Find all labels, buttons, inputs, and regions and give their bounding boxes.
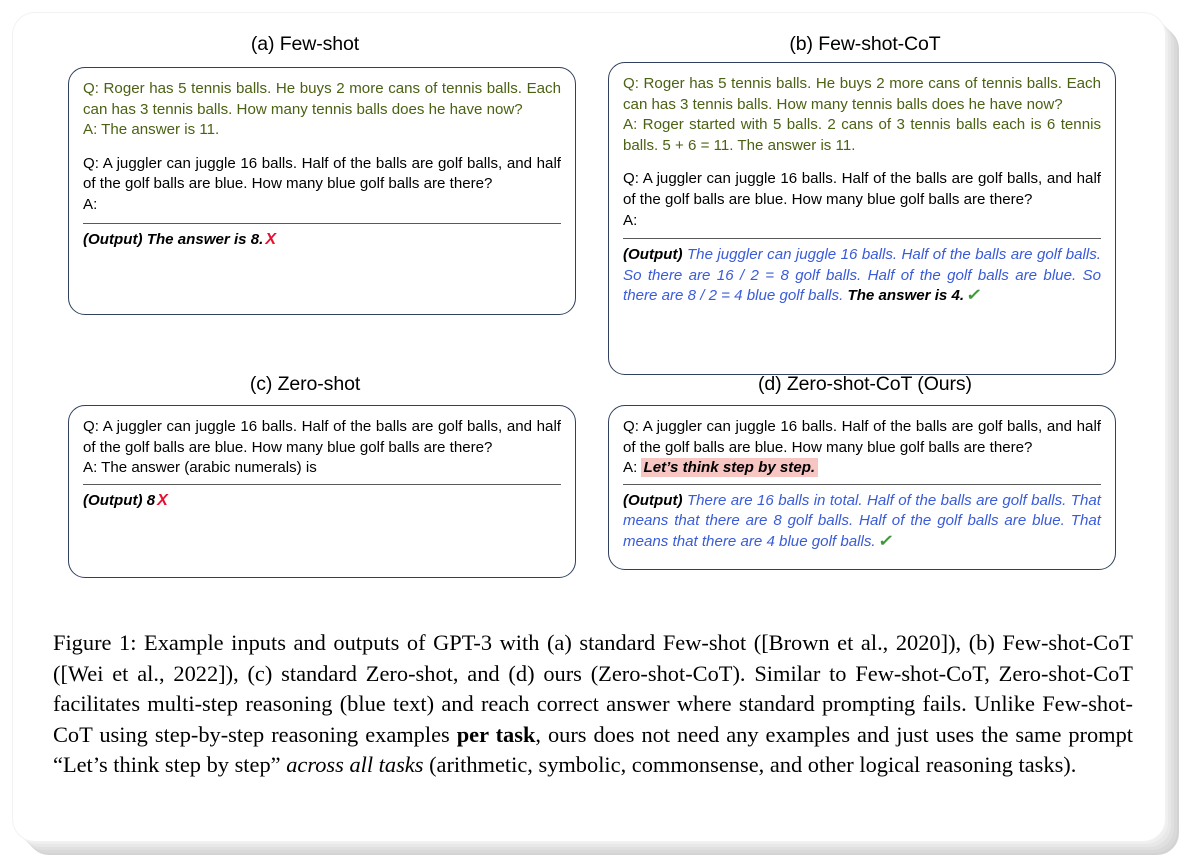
output-label: (Output) bbox=[83, 230, 143, 248]
zero-shot-answer-prefix: A: The answer (arabic numerals) is bbox=[83, 459, 317, 477]
trigger-prompt-highlight: Let’s think step by step. bbox=[641, 458, 818, 477]
zero-shot-output-line bbox=[83, 491, 561, 512]
caption-label: Figure 1: bbox=[53, 630, 137, 655]
output-label: (Output) bbox=[83, 491, 143, 509]
caption-bold-per-task: per task bbox=[456, 721, 536, 747]
output-text: 8 bbox=[146, 491, 156, 509]
figure-panels bbox=[35, 33, 1148, 603]
panel-title-zero-shot-cot: (d) Zero-shot-CoT (Ours) bbox=[758, 373, 972, 395]
answer-prefix: A: bbox=[623, 459, 638, 477]
panel-zero-shot bbox=[68, 405, 576, 578]
caption-segment-2: , ours does not need any examples and just uses the same prompt “Let’s think step by step” bbox=[53, 721, 1134, 777]
caption-italic-across-all-tasks: across all tasks bbox=[286, 752, 424, 777]
caption-segment-1: Example inputs and outputs of GPT-3 with (a) standard Few-shot ([Brown et al., 2020]), (b) Few-shot-CoT ([Wei et al., 2022]), (c) standard Zero-shot, and (d) ours (Zero-shot-CoT). Similar to Few-shot-CoT, Zero-shot-CoT facilitates multi-step reasoning (blue text) and reach correct answer where standard prompting fails. Unlike Few-shot-CoT using step-by-step reasoning examples bbox=[53, 630, 1133, 747]
incorrect-mark-icon: X bbox=[157, 491, 168, 509]
output-reasoning-text: The juggler can juggle 16 balls. Half of the balls are golf balls. So there are 16 / 2 = 8 golf balls. Half of the golf balls are blue. So there are 8 / 2 = 4 blue golf balls. bbox=[623, 246, 1101, 305]
correct-mark-icon: ✓ bbox=[965, 287, 984, 305]
panel-few-shot-cot bbox=[608, 62, 1116, 375]
correct-mark-icon: ✓ bbox=[876, 532, 895, 550]
prompt-output-divider bbox=[623, 238, 1101, 239]
zero-shot-cot-answer-line bbox=[623, 458, 1101, 479]
output-answer-text: The answer is 4. bbox=[847, 287, 965, 305]
prompt-output-divider bbox=[83, 223, 561, 224]
panel-few-shot bbox=[68, 67, 576, 315]
output-label: (Output) bbox=[623, 246, 683, 264]
few-shot-output-line bbox=[83, 230, 561, 251]
few-shot-example-answer: A: The answer is 11. bbox=[83, 121, 220, 139]
panel-title-zero-shot: (c) Zero-shot bbox=[249, 373, 361, 395]
few-shot-cot-output-line bbox=[623, 245, 1101, 307]
few-shot-target-answer-prefix: A: bbox=[83, 195, 98, 213]
prompt-output-divider bbox=[623, 484, 1101, 485]
few-shot-cot-example-question: Q: Roger has 5 tennis balls. He buys 2 more cans of tennis balls. Each can has 3 tennis balls. How many tennis balls does he have now? bbox=[623, 75, 1101, 113]
zero-shot-cot-question: Q: A juggler can juggle 16 balls. Half of the balls are golf balls, and half of the golf balls are blue. How many blue golf balls are there? bbox=[623, 418, 1101, 456]
zero-shot-question: Q: A juggler can juggle 16 balls. Half of the balls are golf balls, and half of the golf balls are blue. How many blue golf balls are there? bbox=[83, 418, 561, 456]
few-shot-cot-target-answer-prefix: A: bbox=[623, 211, 638, 229]
paper-sheet bbox=[35, 33, 1148, 815]
figure-caption bbox=[53, 628, 1133, 781]
incorrect-mark-icon: X bbox=[265, 230, 276, 248]
few-shot-example-question: Q: Roger has 5 tennis balls. He buys 2 more cans of tennis balls. Each can has 3 tennis balls. How many tennis balls does he have now? bbox=[83, 80, 561, 118]
output-reasoning-text: There are 16 balls in total. Half of the balls are golf balls. That means that there are 8 golf balls. Half of the golf balls are blue. That means that there are 4 blue golf balls. bbox=[623, 491, 1101, 550]
output-text: The answer is 8. bbox=[146, 230, 264, 248]
caption-segment-3: (arithmetic, symbolic, commonsense, and other logical reasoning tasks). bbox=[423, 752, 1077, 777]
panel-zero-shot-cot bbox=[608, 405, 1116, 570]
panel-title-few-shot: (a) Few-shot bbox=[250, 33, 360, 55]
zero-shot-cot-output-line bbox=[623, 491, 1101, 553]
few-shot-target-question: Q: A juggler can juggle 16 balls. Half of the balls are golf balls, and half of the golf balls are blue. How many blue golf balls are there? bbox=[83, 154, 561, 193]
few-shot-cot-target-question: Q: A juggler can juggle 16 balls. Half of the balls are golf balls, and half of the golf balls are blue. How many blue golf balls are there? bbox=[623, 170, 1101, 208]
few-shot-cot-example-answer: A: Roger started with 5 balls. 2 cans of 3 tennis balls each is 6 tennis balls. 5 + 6 = 11. The answer is 11. bbox=[623, 116, 1101, 154]
prompt-output-divider bbox=[83, 484, 561, 485]
panel-title-few-shot-cot: (b) Few-shot-CoT bbox=[789, 33, 941, 55]
output-label: (Output) bbox=[623, 491, 683, 509]
